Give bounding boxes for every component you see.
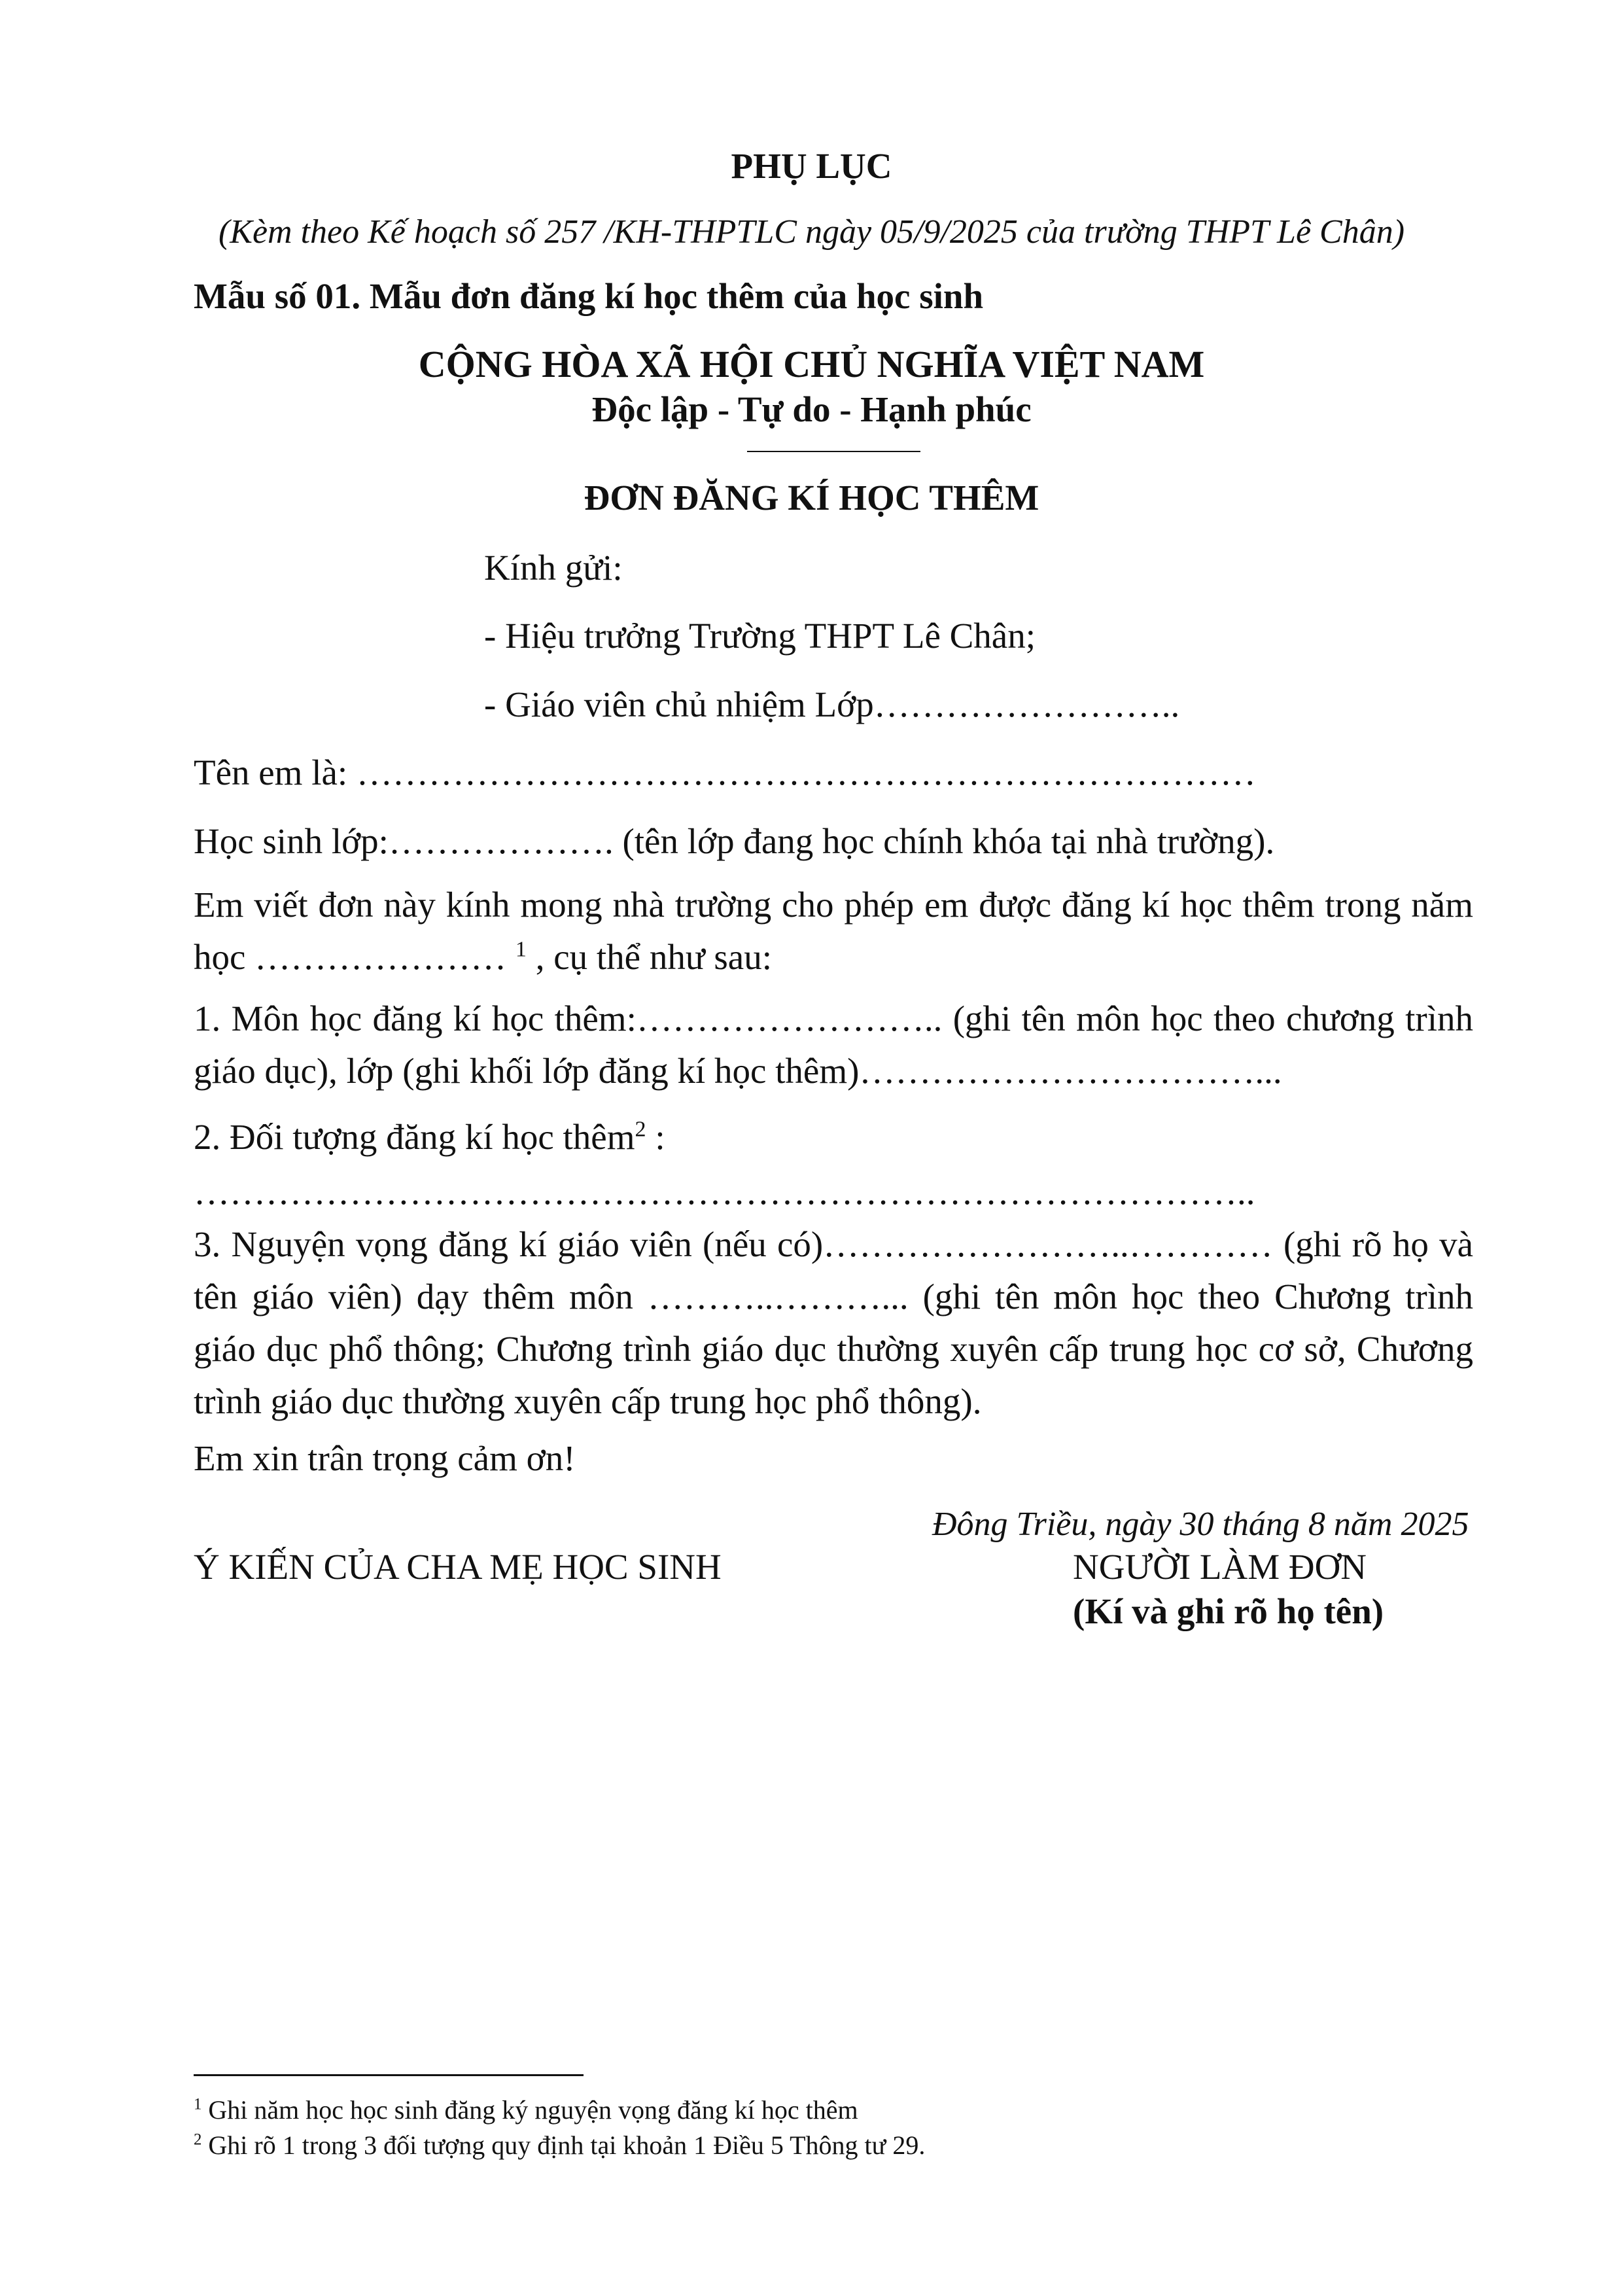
footnote-1-number: 1 — [194, 2095, 202, 2113]
student-class-line: Học sinh lớp:………………. (tên lớp đang học chính khóa tại nhà trường). — [194, 821, 1275, 861]
footnote-2-text: Ghi rõ 1 trong 3 đối tượng quy định tại khoản 1 Điều 5 Thông tư 29. — [201, 2130, 926, 2160]
page-title: PHỤ LỤC — [731, 146, 892, 186]
footnote-2-number: 2 — [194, 2130, 202, 2149]
parent-opinion-label: Ý KIẾN CỦA CHA MẸ HỌC SINH — [194, 1547, 722, 1587]
thanks-line: Em xin trân trọng cảm ơn! — [194, 1438, 576, 1478]
national-motto: Độc lập - Tự do - Hạnh phúc — [591, 389, 1032, 429]
item-2-dots: …………………………………………………………………………….. — [194, 1172, 1255, 1212]
student-name-line: Tên em là: ………………………………………………………………… — [194, 752, 1256, 792]
recipient-homeroom-teacher: - Giáo viên chủ nhiệm Lớp…………………….. — [484, 684, 1180, 724]
applicant-signature-note: (Kí và ghi rõ họ tên) — [1073, 1591, 1384, 1631]
footnote-ref-1: 1 — [515, 937, 527, 962]
item-1-subject: 1. Môn học đăng kí học thêm:…………………….. (ghi tên môn học theo chương trình giáo dục), lớp (ghi khối lớp đăng kí học thêm)……………………………... — [194, 998, 1473, 1091]
form-title: ĐƠN ĐĂNG KÍ HỌC THÊM — [584, 478, 1039, 518]
footnote-1 — [194, 2097, 858, 2123]
footnote-2 — [194, 2132, 925, 2159]
item-2-colon: : — [646, 1117, 665, 1157]
request-text: Em viết đơn này kính mong nhà trường cho phép em được đăng kí học thêm trong năm học ………………… — [194, 885, 1473, 977]
footnote-1-text: Ghi năm học học sinh đăng ký nguyện vọng đăng kí học thêm — [201, 2095, 858, 2125]
item-2-text: 2. Đối tượng đăng kí học thêm — [194, 1117, 635, 1157]
national-title: CỘNG HÒA XÃ HỘI CHỦ NGHĨA VIỆT NAM — [418, 343, 1205, 385]
footnote-separator — [194, 2074, 584, 2076]
recipient-principal: - Hiệu trưởng Trường THPT Lê Chân; — [484, 616, 1036, 656]
applicant-label: NGƯỜI LÀM ĐƠN — [1073, 1547, 1367, 1587]
item-3-teacher: 3. Nguyện vọng đăng kí giáo viên (nếu có)……………………..………… (ghi rõ họ và tên giáo viên) dạy thêm môn ………..………... (ghi tên môn học theo Chương trình giáo dục phổ thông; Chương trình giáo dục thường xuyên cấp trung học cơ sở, Chương trình giáo dục thường xuyên cấp trung học phổ thông). — [194, 1224, 1473, 1421]
item-2-label — [194, 1119, 665, 1155]
place-date: Đông Triều, ngày 30 tháng 8 năm 2025 — [932, 1506, 1469, 1543]
greeting: Kính gửi: — [484, 548, 623, 588]
motto-underline — [747, 451, 920, 452]
form-label: Mẫu số 01. Mẫu đơn đăng kí học thêm của học sinh — [194, 276, 984, 316]
request-end: , cụ thể như sau: — [535, 937, 772, 977]
request-paragraph — [194, 879, 1473, 983]
footnote-ref-2: 2 — [635, 1117, 646, 1142]
page-subtitle: (Kèm theo Kế hoạch số 257 /KH-THPTLC ngày 05/9/2025 của trường THPT Lê Chân) — [218, 213, 1405, 251]
